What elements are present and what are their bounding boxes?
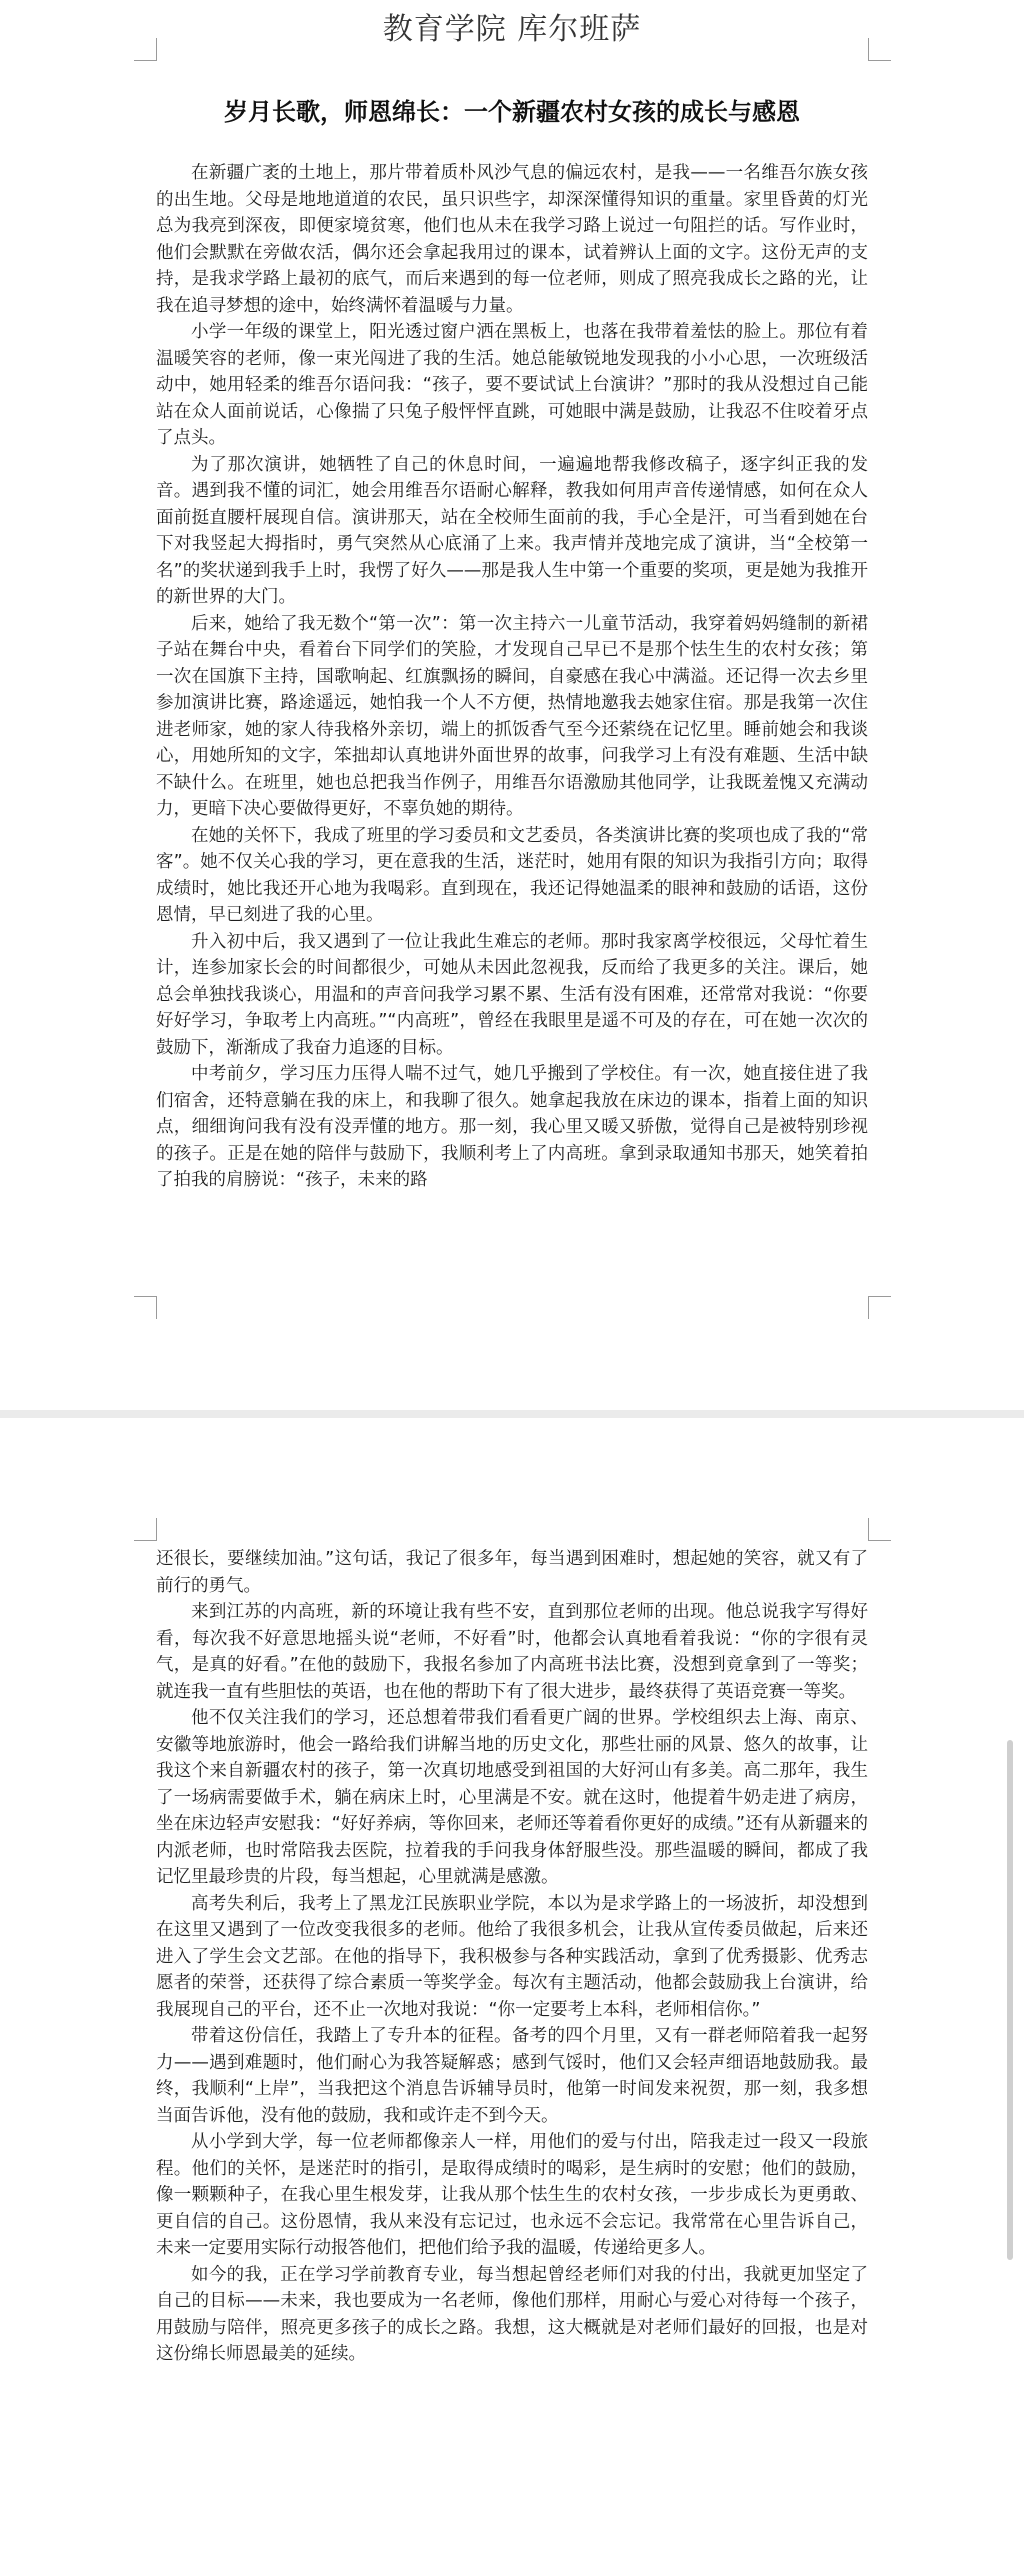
page-corner-mark [868, 1518, 891, 1541]
paragraph: 他不仅关注我们的学习，还总想着带我们看看更广阔的世界。学校组织去上海、南京、安徽等地旅游时，他会一路给我们讲解当地的历史文化，那些壮丽的风景、悠久的故事，让我这个来自新疆农村的孩子，第一次真切地感受到祖国的大好河山有多美。高二那年，我生了一场病需要做手术，躺在病床上时，心里满是不安。就在这时，他提着牛奶走进了病房，坐在床边轻声安慰我：“好好养病，等你回来，老师还等着看你更好的成绩。”还有从新疆来的内派老师，也时常陪我去医院，拉着我的手问我身体舒服些没。那些温暖的瞬间，都成了我记忆里最珍贵的片段，每当想起，心里就满是感激。 [156, 1708, 868, 1887]
page-corner-mark [134, 1518, 157, 1541]
paragraph: 在她的关怀下，我成了班里的学习委员和文艺委员，各类演讲比赛的奖项也成了我的“常客”。她不仅关心我的学习，更在意我的生活，迷茫时，她用有限的知识为我指引方向；取得成绩时，她比我还开心地为我喝彩。直到现在，我还记得她温柔的眼神和鼓励的话语，这份恩情，早已刻进了我的心里。 [156, 825, 868, 925]
paragraph: 如今的我，正在学习学前教育专业，每当想起曾经老师们对我的付出，我就更加坚定了自己的目标——未来，我也要成为一名老师，像他们那样，用耐心与爱心对待每一个孩子，用鼓励与陪伴，照亮更多孩子的成长之路。我想，这大概就是对老师们最好的回报，也是对这份绵长师恩最美的延续。 [156, 2264, 868, 2364]
paragraph: 从小学到大学，每一位老师都像亲人一样，用他们的爱与付出，陪我走过一段又一段旅程。他们的关怀，是迷茫时的指引，是取得成绩时的喝彩，是生病时的安慰；他们的鼓励，像一颗颗种子，在我心里生根发芽，让我从那个怯生生的农村女孩，一步步成长为更勇敢、更自信的自己。这份恩情，我从来没有忘记过，也永远不会忘记。我常常在心里告诉自己，未来一定要用实际行动报答他们，把他们给予我的温暖，传递给更多人。 [156, 2132, 868, 2258]
page-1-content [156, 96, 868, 1194]
paragraph: 在新疆广袤的土地上，那片带着质朴风沙气息的偏远农村，是我——一名维吾尔族女孩的出生地。父母是地地道道的农民，虽只识些字，却深深懂得知识的重量。家里昏黄的灯光总为我亮到深夜，即便家境贫寒，他们也从未在我学习路上说过一句阻拦的话。写作业时，他们会默默在旁做农活，偶尔还会拿起我用过的课本，试着辨认上面的文字。这份无声的支持，是我求学路上最初的底气，而后来遇到的每一位老师，则成了照亮我成长之路的光，让我在追寻梦想的途中，始终满怀着温暖与力量。 [156, 163, 868, 316]
page-2-content [156, 1546, 868, 2368]
paragraph: 小学一年级的课堂上，阳光透过窗户洒在黑板上，也落在我带着羞怯的脸上。那位有着温暖笑容的老师，像一束光闯进了我的生活。她总能敏锐地发现我的小小心思，一次班级活动中，她用轻柔的维吾尔语问我：“孩子，要不要试试上台演讲？”那时的我从没想过自己能站在众人面前说话，心像揣了只兔子般怦怦直跳，可她眼中满是鼓励，让我忍不住咬着牙点了点头。 [156, 322, 868, 448]
paragraph: 来到江苏的内高班，新的环境让我有些不安，直到那位老师的出现。他总说我字写得好看，每次我不好意思地摇头说“老师，不好看”时，他都会认真地看着我说：“你的字很有灵气，是真的好看。”在他的鼓励下，我报名参加了内高班书法比赛，没想到竟拿到了一等奖；就连我一直有些胆怯的英语，也在他的帮助下有了很大进步，最终获得了英语竞赛一等奖。 [156, 1602, 868, 1702]
vertical-scrollbar[interactable] [1007, 1740, 1013, 2260]
paragraph: 升入初中后，我又遇到了一位让我此生难忘的老师。那时我家离学校很远，父母忙着生计，连参加家长会的时间都很少，可她从未因此忽视我，反而给了我更多的关注。课后，她总会单独找我谈心，用温和的声音问我学习累不累、生活有没有困难，还常常对我说：“你要好好学习，争取考上内高班。”“内高班”，曾经在我眼里是遥不可及的存在，可在她一次次的鼓励下，渐渐成了我奋力追逐的目标。 [156, 931, 868, 1058]
page-corner-mark [868, 38, 891, 61]
paragraph: 后来，她给了我无数个“第一次”：第一次主持六一儿童节活动，我穿着妈妈缝制的新裙子站在舞台中央，看着台下同学们的笑脸，才发现自己早已不是那个怯生生的农村女孩；第一次在国旗下主持，国歌响起、红旗飘扬的瞬间，自豪感在我心中满溢。还记得一次去乡里参加演讲比赛，路途遥远，她怕我一个人不方便，热情地邀我去她家住宿。那是我第一次住进老师家，她的家人待我格外亲切，端上的抓饭香气至今还萦绕在记忆里。睡前她会和我谈心，用她所知的文字，笨拙却认真地讲外面世界的故事，问我学习上有没有难题、生活中缺不缺什么。在班里，她也总把我当作例子，用维吾尔语激励其他同学，让我既羞愧又充满动力，更暗下决心要做得更好，不辜负她的期待。 [156, 613, 868, 819]
page-corner-mark [868, 1296, 891, 1319]
paragraph: 还很长，要继续加油。”这句话，我记了很多年，每当遇到困难时，想起她的笑容，就又有了前行的勇气。 [156, 1549, 868, 1596]
paragraph: 中考前夕，学习压力压得人喘不过气，她几乎搬到了学校住。有一次，她直接住进了我们宿舍，还特意躺在我的床上，和我聊了很久。她拿起我放在床边的课本，指着上面的知识点，细细询问我有没有没弄懂的地方。那一刻，我心里又暖又骄傲，觉得自己是被特别珍视的孩子。正是在她的陪伴与鼓励下，我顺利考上了内高班。拿到录取通知书那天，她笑着拍了拍我的肩膀说：“孩子，未来的路 [156, 1064, 868, 1190]
document-page-2[interactable] [0, 1418, 1024, 2556]
document-page-1[interactable] [0, 58, 1024, 1410]
paragraph: 为了那次演讲，她牺牲了自己的休息时间，一遍遍地帮我修改稿子，逐字纠正我的发音。遇到我不懂的词汇，她会用维吾尔语耐心解释，教我如何用声音传递情感，如何在众人面前挺直腰杆展现自信。演讲那天，站在全校师生面前的我，手心全是汗，可当看到她在台下对我竖起大拇指时，勇气突然从心底涌了上来。我声情并茂地完成了演讲，当“全校第一名”的奖状递到我手上时，我愣了好久——那是我人生中第一个重要的奖项，更是她为我推开的新世界的大门。 [156, 454, 868, 607]
document-title: 岁月长歌，师恩绵长：一个新疆农村女孩的成长与感恩 [224, 98, 800, 126]
document-header-title: 教育学院 库尔班萨 [382, 12, 642, 47]
paragraph: 带着这份信任，我踏上了专升本的征程。备考的四个月里，又有一群老师陪着我一起努力——遇到难题时，他们耐心为我答疑解惑；感到气馁时，他们又会轻声细语地鼓励我。最终，我顺利“上岸”，当我把这个消息告诉辅导员时，他第一时间发来祝贺，那一刻，我多想当面告诉他，没有他的鼓励，我和或许走不到今天。 [156, 2026, 868, 2126]
page-corner-mark [134, 1296, 157, 1319]
paragraph: 高考失利后，我考上了黑龙江民族职业学院，本以为是求学路上的一场波折，却没想到在这里又遇到了一位改变我很多的老师。他给了我很多机会，让我从宣传委员做起，后来还进入了学生会文艺部。在他的指导下，我积极参与各种实践活动，拿到了优秀摄影、优秀志愿者的荣誉，还获得了综合素质一等奖学金。每次有主题活动，他都会鼓励我上台演讲，给我展现自己的平台，还不止一次地对我说：“你一定要考上本科，老师相信你。” [156, 1893, 868, 2020]
page-corner-mark [134, 38, 157, 61]
